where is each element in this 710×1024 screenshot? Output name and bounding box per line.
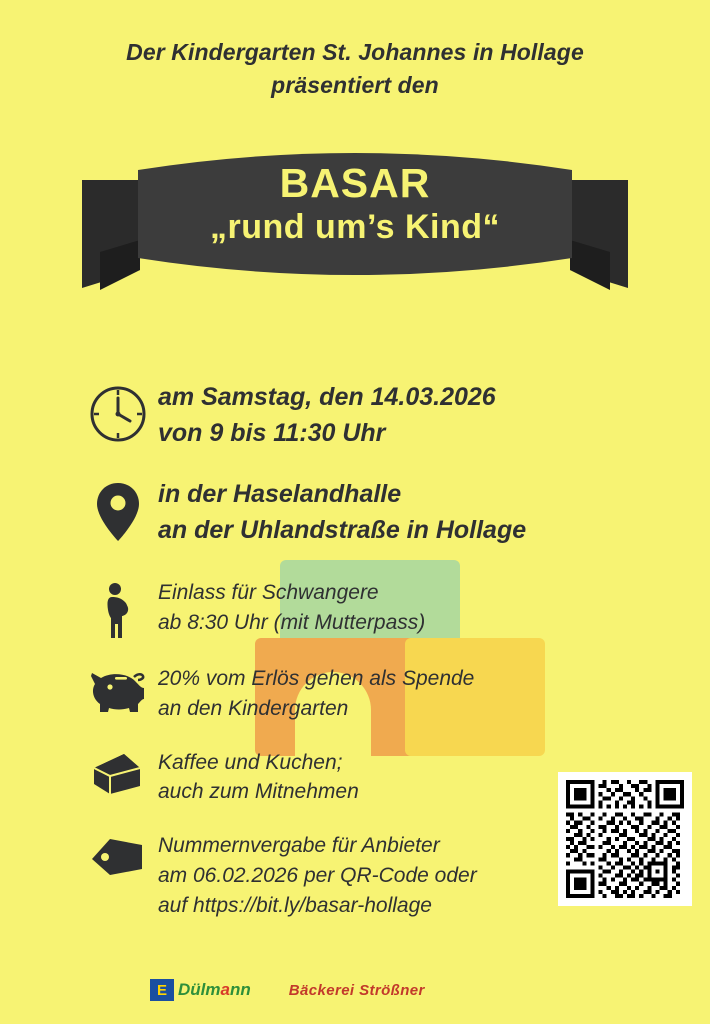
pregnant-line-2: ab 8:30 Uhr (mit Mutterpass) (158, 610, 426, 634)
info-row-donation (78, 664, 658, 724)
info-row-date-text (158, 380, 658, 451)
location-pin-icon (78, 477, 158, 543)
info-row-pregnant (78, 578, 658, 640)
cake-slice-icon (78, 748, 158, 796)
cake-line-1: Kaffee und Kuchen; (158, 750, 343, 774)
location-line-1: in der Haselandhalle (158, 480, 402, 508)
price-tag-icon (78, 831, 158, 879)
banner-ribbon (0, 140, 710, 320)
sponsor-edeka (150, 979, 251, 1001)
header-line-2: präsentiert den (271, 72, 439, 99)
info-row-location-text (158, 477, 658, 548)
pregnant-woman-icon (78, 578, 158, 640)
location-line-2: an der Uhlandstraße in Hollage (158, 515, 527, 544)
banner-title: BASAR (279, 160, 431, 206)
banner-subtitle: „rund um’s Kind“ (209, 208, 501, 246)
registration-line-3: auf https://bit.ly/basar-hollage (158, 893, 432, 917)
date-line-1: am Samstag, den 14.03.2026 (158, 383, 496, 411)
info-row-date (78, 380, 658, 451)
clock-icon (78, 380, 158, 444)
registration-line-2: am 06.02.2026 per QR-Code oder (158, 864, 477, 888)
registration-line-1: Nummernvergabe für Anbieter (158, 834, 440, 858)
info-row-location (78, 477, 658, 548)
donation-line-2: an den Kindergarten (158, 696, 349, 720)
pregnant-line-1: Einlass für Schwangere (158, 581, 379, 604)
edeka-name-part3: nn (229, 980, 251, 999)
edeka-name-part2: a (220, 980, 230, 999)
sponsor-logos (150, 970, 570, 1010)
piggy-bank-icon (78, 664, 158, 716)
info-row-pregnant-text (158, 578, 658, 638)
info-row-donation-text (158, 664, 658, 724)
date-line-2: von 9 bis 11:30 Uhr (158, 418, 386, 447)
cake-line-2: auch zum Mitnehmen (158, 780, 359, 804)
sponsor-baeckerei-stroessner: Bäckerei Strößner (288, 981, 425, 999)
edeka-logo-mark: E (150, 979, 174, 1001)
qr-code[interactable] (558, 772, 692, 906)
poster-header (0, 36, 710, 103)
edeka-name-part1: Dülm (178, 980, 221, 999)
donation-line-1: 20% vom Erlös gehen als Spende (158, 667, 475, 690)
edeka-logo-name (178, 980, 251, 1000)
header-line-1: Der Kindergarten St. Johannes in Hollage (126, 39, 584, 65)
